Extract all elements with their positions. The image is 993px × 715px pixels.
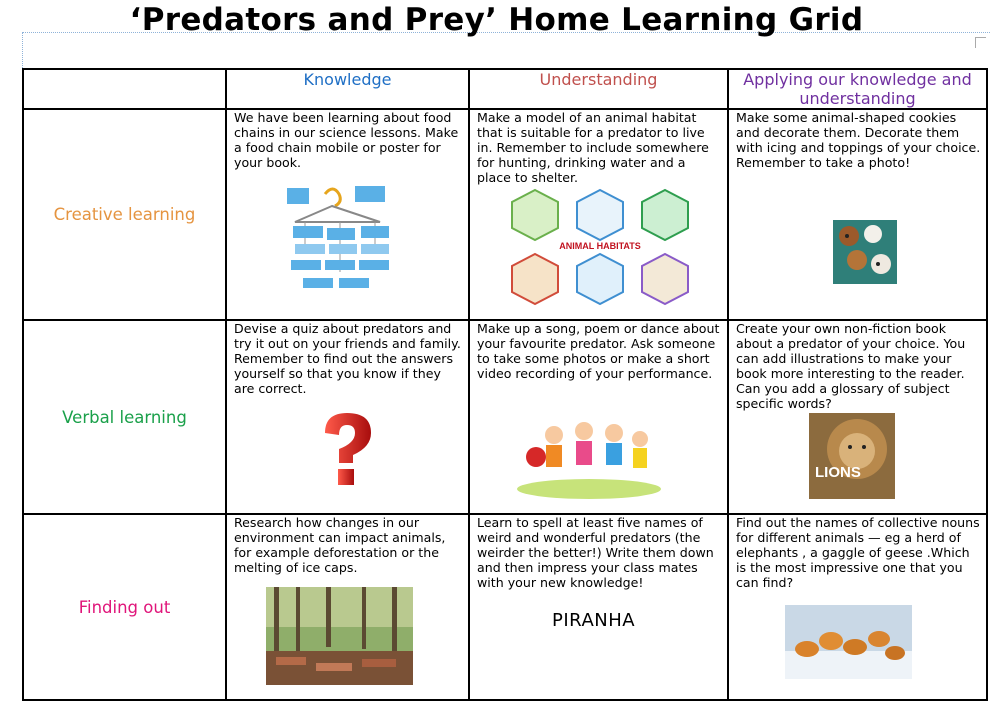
row-label-verbal: Verbal learning (23, 320, 226, 514)
cell-finding-applying (728, 514, 987, 700)
cell-text: Make some animal-shaped cookies and decorate them. Decorate them with icing and toppings of your choice. Remember to take a photo! (736, 110, 981, 170)
header-understanding (469, 69, 728, 109)
header-applying-label: Applying our knowledge and understanding (743, 70, 972, 108)
cell-finding-knowledge (226, 514, 469, 700)
animal-habitats-poster-image (510, 188, 690, 308)
header-knowledge-label: Knowledge (303, 70, 392, 89)
cell-verbal-knowledge (226, 320, 469, 514)
habitats-caption: ANIMAL HABITATS (559, 241, 641, 251)
question-mark-image (317, 411, 377, 489)
cell-finding-understanding (469, 514, 728, 700)
page-corner-mark (975, 37, 986, 48)
cell-text: Create your own non-fiction book about a predator of your choice. You can add illustrations to make your book more interesting to the reader. Can you add a glossary of subject specific words? (736, 321, 966, 411)
cell-text: Research how changes in our environment can impact animals, for example deforestation or the melting of ice caps. (234, 515, 446, 575)
cell-text: Make up a song, poem or dance about your favourite predator. Ask someone to take some photos or make a short video recording of your performance. (477, 321, 720, 381)
cell-text: Learn to spell at least five names of weird and wonderful predators (the weirder the better!) Write them down and then impress your class mates with your new knowledge! (477, 515, 714, 590)
header-row (23, 69, 987, 109)
learning-grid (22, 68, 988, 701)
book-cover-title: LIONS (815, 464, 861, 481)
cell-creative-understanding (469, 109, 728, 320)
tigers-in-snow-image (785, 605, 912, 679)
cell-verbal-applying (728, 320, 987, 514)
cell-text: Make a model of an animal habitat that is suitable for a predator to live in. Remember to include somewhere for hunting, drinking water and a place to shelter. (477, 110, 709, 185)
row-label-finding: Finding out (23, 514, 226, 700)
row-creative (23, 109, 987, 320)
cell-text: Devise a quiz about predators and try it out on your friends and family. Remember to find out the answers yourself so that you know if they are correct. (234, 321, 461, 396)
row-verbal (23, 320, 987, 514)
corner-cell (23, 69, 226, 109)
cell-creative-knowledge (226, 109, 469, 320)
piranha-word: PIRANHA (552, 610, 636, 631)
lions-book-cover-image (809, 413, 895, 499)
page-title: ‘Predators and Prey’ Home Learning Grid (129, 2, 864, 38)
row-label-creative: Creative learning (23, 109, 226, 320)
deforestation-image (266, 587, 413, 685)
cell-verbal-understanding (469, 320, 728, 514)
cell-creative-applying (728, 109, 987, 320)
row-finding (23, 514, 987, 700)
header-knowledge (226, 69, 469, 109)
cell-text: Find out the names of collective nouns for different animals — eg a herd of elephants , a gaggle of geese .Which is the most impressive one that you can find? (736, 515, 980, 590)
header-applying (728, 69, 987, 109)
food-chain-mobile-image (285, 182, 395, 294)
animal-cookies-image (833, 220, 897, 284)
header-understanding-label: Understanding (539, 70, 658, 89)
cell-text: We have been learning about food chains in our science lessons. Make a food chain mobile or poster for your book. (234, 110, 459, 170)
children-dancing-image (514, 413, 664, 501)
